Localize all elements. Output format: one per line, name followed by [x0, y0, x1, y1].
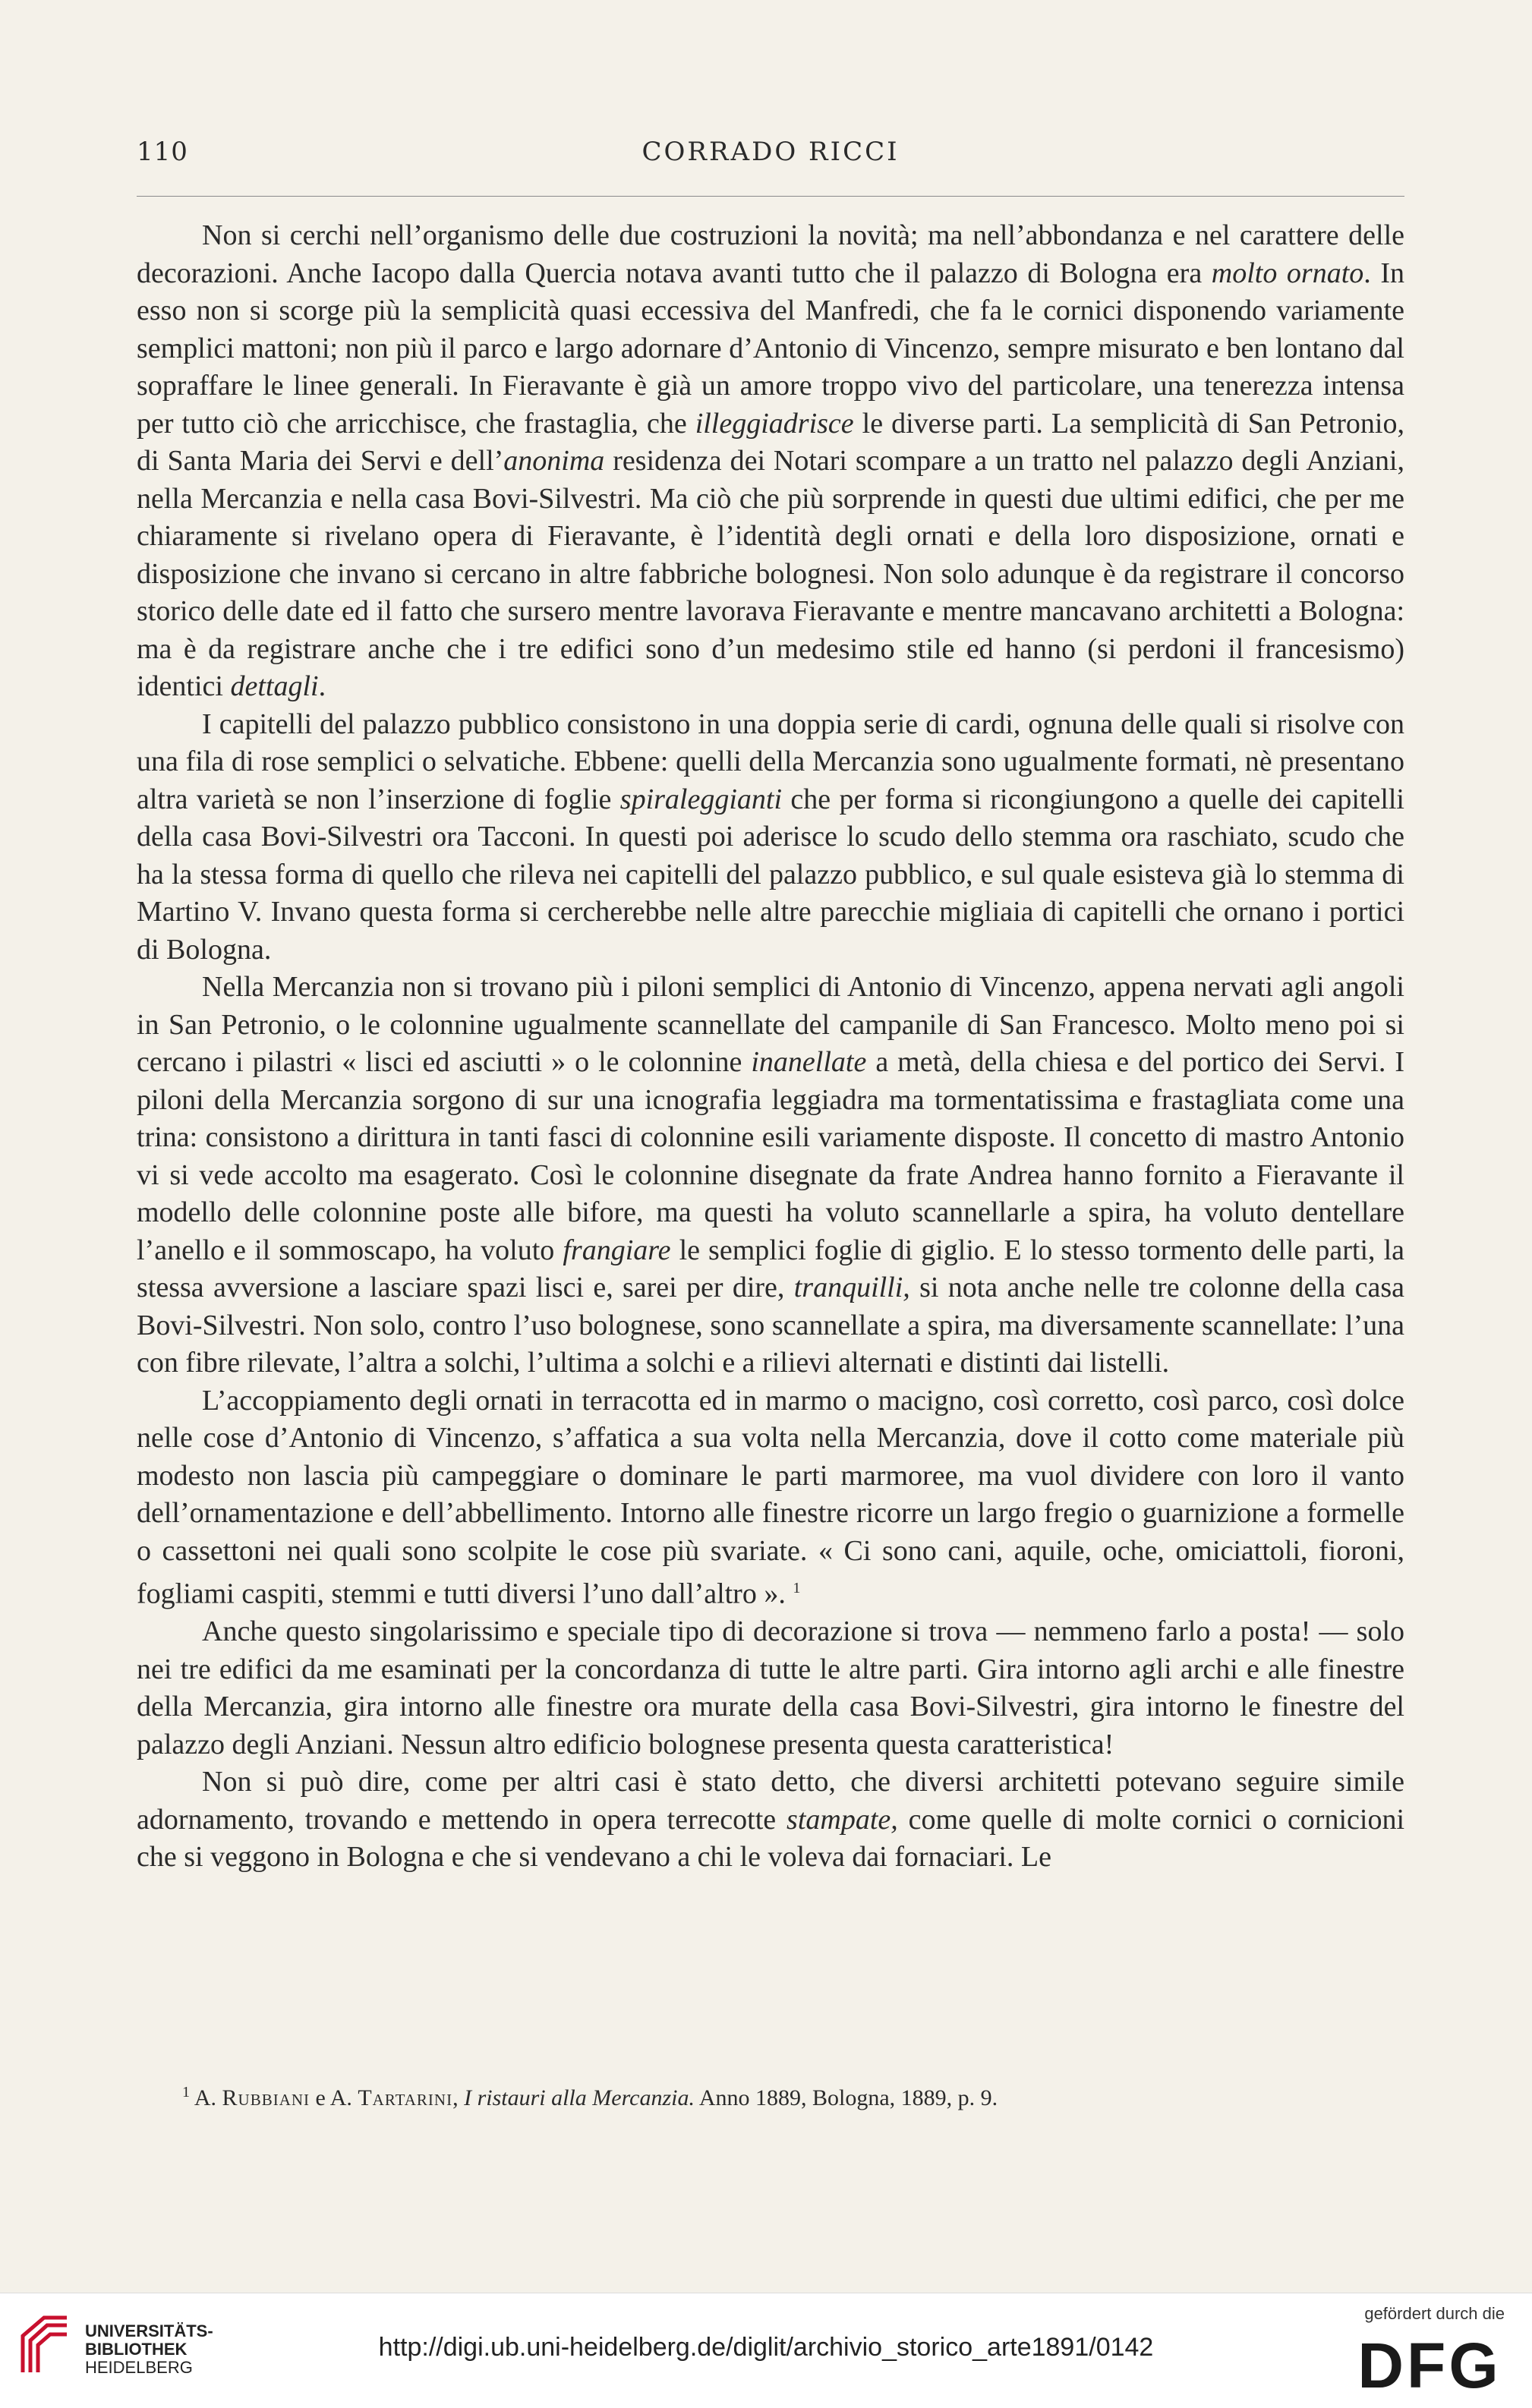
text-run: residenza dei Notari scompare a un tratto nel palazzo degli Anziani, nella Mercanzia e nella casa Bovi-Silvestri. Ma ciò che più sorprende in questi due ultimi edifici, che per me chiaramente si rivelano opera di Fieravante, è l’identità degli ornati e della loro disposizione, ornati e disposizione che invano si cercano in altre fabbriche bolognesi. Non solo adunque è da registrare il concorso storico delle date ed il fatto che sursero mentre lavorava Fieravante e mentre mancavano architetti a Bologna: ma è da registrare anche che i tre edifici sono d’un medesimo stile ed hanno (si perdoni il francesismo) identici [137, 445, 1405, 702]
text-run: spiraleggianti [619, 783, 783, 815]
text-run: Tartarini [358, 2085, 453, 2110]
text-run: come quelle di molte cornici o cornicioni che si veggono in Bologna e che si vendevano a chi le voleva dai fornaciari. Le [137, 1803, 1404, 1874]
dfg-logo-icon [1350, 2330, 1509, 2394]
paragraph [137, 969, 1404, 1382]
text-run: Nella Mercanzia non si trovano più i piloni semplici di Antonio di Vincenzo, appena nervati agli angoli in San Petronio, o le colonnine ugualmente scannellate del campanile di San Francesco. Molto meno poi si cercano i pilastri « lisci ed asciutti » o le colonnine [137, 971, 1404, 1078]
paragraph [137, 1613, 1404, 1763]
text-run: Rubbiani [222, 2085, 310, 2110]
text-run: molto ornato [1211, 257, 1364, 289]
permalink-url[interactable]: http://digi.ub.uni-heidelberg.de/diglit/archivio_storico_arte1891/0142 [378, 2333, 1154, 2362]
text-run: A. [190, 2085, 222, 2110]
text-run: inanellate [751, 1046, 867, 1078]
text-run: le diverse parti. La semplicità di San Petronio, di Santa Maria dei Servi e dell’ [137, 407, 1404, 477]
footnote [137, 2077, 1404, 2113]
text-run: stampate, [786, 1803, 898, 1836]
text-run: Anno 1889, Bologna, 1889, p. 9. [694, 2085, 998, 2110]
text-run: . [318, 670, 326, 702]
text-run: tranquilli, [793, 1272, 910, 1303]
library-name-line: BIBLIOTHEK [85, 2340, 188, 2359]
paragraph [137, 217, 1404, 706]
text-run: illeggiadrisce [695, 407, 854, 440]
footnote-ref: 1 [793, 1580, 801, 1596]
text-run: le semplici foglie di giglio. E lo stesso tormento delle parti, la stessa avversione a lasciare spazi lisci e, sarei per dire, [137, 1234, 1404, 1303]
page-number: 110 [137, 137, 188, 167]
text-run: si nota anche nelle tre colonne della casa Bovi-Silvestri. Non solo, contro l’uso bolognese, sono scannellate a spira, ma diversamente scannellate: l’una con fibre rilevate, l’altra a solchi, l’ultima a solchi e a rilievi alternati e distinti dai listelli. [137, 1272, 1404, 1379]
text-run: frangiare [563, 1234, 671, 1266]
body-text [137, 217, 1404, 1877]
text-run: a metà, della chiesa e del portico dei Servi. I piloni della Mercanzia sorgono di sur una icnografia leggiadra ma tormentatissima e frastagliata come una trina: consistono a dirittura in tanti fasci di colonnine esili variamente disposte. Il concetto di mastro Antonio vi si vede accolto ma esagerato. Così le colonnine disegnate da frate Andrea hanno fornito a Fieravante il modello delle colonnine poste alle bifore, ma questi ha voluto scannellarle a spira, ha voluto dentellare l’anello e il sommoscapo, ha voluto [137, 1046, 1404, 1266]
text-run: I ristauri alla Mercanzia. [464, 2085, 695, 2110]
paragraph [137, 706, 1404, 969]
text-run: I capitelli del palazzo pubblico consistono in una doppia serie di cardi, ognuna delle quali si risolve con una fila di rose semplici o selvatiche. Ebbene: quelli della Mercanzia sono ugualmente formati, nè presentano altra varietà se non l’inserzione di foglie [137, 708, 1404, 815]
footnote-ref: 1 [182, 2084, 190, 2101]
paragraph [137, 1763, 1404, 1877]
text-run: e A. [310, 2085, 358, 2110]
text-run: Anche questo singolarissimo e speciale tipo di decorazione si trova — nemmeno farlo a posta! — solo nei tre edifici da me esaminati per la concordanza di tutte le altre parti. Gira intorno agli archi e alle finestre della Mercanzia, gira intorno alle finestre ora murate della casa Bovi-Silvestri, gira intorno le finestre del palazzo degli Anziani. Nessun altro edificio bolognese presenta questa caratteristica! [137, 1615, 1404, 1760]
page-header [137, 137, 1404, 175]
text-run: , [452, 2085, 465, 2110]
dfg-logo-text: DFG [1357, 2330, 1502, 2394]
sponsor-text: gefördert durch die [1364, 2304, 1505, 2323]
text-run: L’accoppiamento degli ornati in terracotta ed in marmo o macigno, così corretto, così parco, così dolce nelle cose d’Antonio di Vincenzo, s’affatica a sua volta nella Mercanzia, dove il cotto come materiale più modesto non lascia più campeggiare o dominare le parti marmoree, ma vuol dividere con loro il vanto dell’ornamentazione e dell’abbellimento. Intorno alle finestre ricorre un largo fregio o guarnizione a formelle o cassettoni nei quali sono scolpite le cose più svariate. « Ci sono cani, aquile, oche, omiciattoli, fioroni, fogliami caspiti, stemmi e tutti diversi l’uno dall’altro ». [137, 1384, 1404, 1610]
text-run: anonima [503, 445, 605, 477]
text-run: . In esso non si scorge più la semplicità quasi eccessiva del Manfredi, che fa le cornici disponendo variamente semplici mattoni; non più il parco e largo adornare d’Antonio di Vincenzo, sempre misurato e ben lontano dal sopraffare le linee generali. In Fieravante è già un amore troppo vivo del particolare, una tenerezza intensa per tutto ciò che arricchisce, che frastaglia, che [137, 257, 1404, 440]
library-name-line: UNIVERSITÄTS- [85, 2321, 213, 2340]
text-run: Non si cerchi nell’organismo delle due costruzioni la novità; ma nell’abbondanza e nel carattere delle decorazioni. Anche Iacopo dalla Quercia notava avanti tutto che il palazzo di Bologna era [137, 219, 1404, 289]
paragraph [137, 1382, 1404, 1614]
text-run: che per forma si ricongiungono a quelle dei capitelli della casa Bovi-Silvestri ora Tacconi. In questi poi aderisce lo scudo dello stemma ora raschiato, scudo che ha la stessa forma di quello che rileva nei capitelli del palazzo pubblico, e sul quale esisteva già lo stemma di Martino V. Invano questa forma si cercherebbe nelle altre parecchie migliaia di capitelli che ornano i portici di Bologna. [137, 783, 1404, 966]
header-rule [137, 196, 1404, 197]
library-name-line: HEIDELBERG [85, 2358, 193, 2377]
text-run: Non si può dire, come per altri casi è stato detto, che diversi architetti potevano seguire simile adornamento, trovando e mettendo in opera terrecotte [137, 1766, 1404, 1836]
viewer-footer [0, 2293, 1532, 2408]
running-title: CORRADO RICCI [641, 137, 900, 167]
text-run: dettagli [230, 670, 319, 702]
